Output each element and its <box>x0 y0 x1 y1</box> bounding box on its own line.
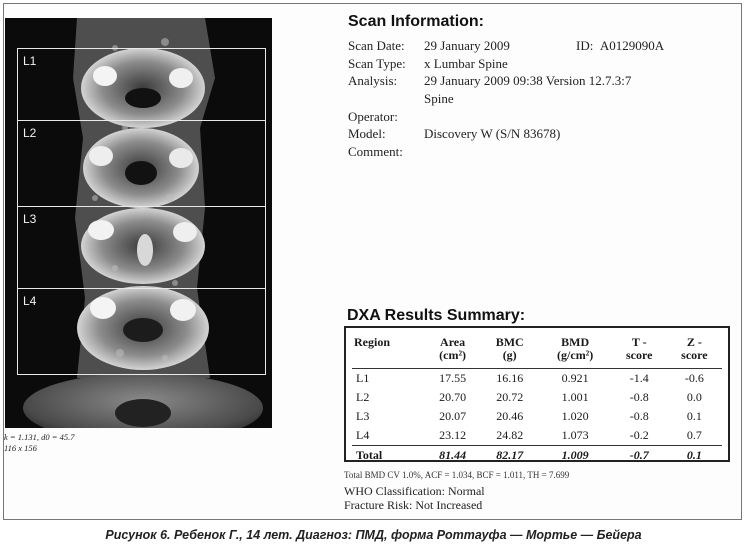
cell-area: 17.55 <box>439 371 467 385</box>
who-classification: WHO Classification: Normal <box>344 484 485 498</box>
cell-bmc: 24.82 <box>496 428 524 442</box>
cell-z-score: 0.1 <box>686 409 702 423</box>
dxa-summary-title: DXA Results Summary: <box>347 307 526 324</box>
cell-z-score: 0.0 <box>686 390 702 404</box>
cell-bmd: 1.001 <box>561 390 589 404</box>
spine-scan-image <box>5 18 272 428</box>
model-value: Discovery W (S/N 83678) <box>424 126 561 141</box>
bmd-cv-line: Total BMD CV 1.0%, ACF = 1.034, BCF = 1.011, TH = 7.699 <box>344 470 570 480</box>
cell-area: 20.70 <box>439 390 467 404</box>
cell-z-score: -0.6 <box>684 371 704 385</box>
cell-z-score: 0.1 <box>667 446 722 466</box>
comment-row <box>348 144 424 160</box>
patient-id-value: A0129090A <box>599 38 665 53</box>
analysis-label: Analysis: <box>348 73 398 88</box>
roi-label-l2: L2 <box>23 126 37 140</box>
cell-region: L1 <box>356 371 370 385</box>
table-row <box>352 369 722 389</box>
cell-bmc: 20.46 <box>496 409 524 423</box>
comment-label: Comment: <box>348 144 403 159</box>
cell-area: 23.12 <box>439 428 467 442</box>
cell-region: L3 <box>356 409 370 423</box>
dxa-results-table <box>352 336 722 465</box>
cell-t-score: -0.2 <box>629 428 649 442</box>
cell-area: 20.07 <box>439 409 467 423</box>
scan-date-label: Scan Date: <box>348 38 405 53</box>
model-row <box>348 126 560 142</box>
analysis-value-line2: Spine <box>424 91 454 106</box>
table-row <box>352 407 722 426</box>
scan-calibration-text: k = 1.131, d0 = 45.7 <box>4 432 75 442</box>
col-t-score: T - score <box>612 336 667 369</box>
col-region: Region <box>352 336 425 369</box>
cell-t-score: -0.7 <box>612 446 667 466</box>
cell-area: 81.44 <box>425 446 481 466</box>
spine-scan-graphic <box>5 18 272 428</box>
figure-caption: Рисунок 6. Ребенок Г., 14 лет. Диагноз: ПМД, форма Роттауфа — Мортье — Бейера <box>105 528 642 542</box>
cell-bmd: 1.073 <box>561 428 589 442</box>
cell-region: Total <box>352 446 425 466</box>
col-bmd: BMD (g/cm²) <box>539 336 612 369</box>
cell-bmd: 0.921 <box>561 371 589 385</box>
operator-row <box>348 109 424 125</box>
patient-id-label: ID: <box>576 38 594 53</box>
scan-matrix-size: 116 x 156 <box>4 443 37 453</box>
cell-z-score: 0.7 <box>686 428 702 442</box>
model-label: Model: <box>348 126 386 141</box>
col-area: Area (cm²) <box>425 336 481 369</box>
cell-bmd: 1.009 <box>539 446 612 466</box>
table-row <box>352 388 722 407</box>
scan-type-row <box>348 56 508 72</box>
scan-info-title: Scan Information: <box>348 13 485 30</box>
cell-t-score: -1.4 <box>629 371 649 385</box>
cell-region: L2 <box>356 390 370 404</box>
patient-id <box>576 38 664 54</box>
cell-t-score: -0.8 <box>629 390 649 404</box>
scan-type-value: x Lumbar Spine <box>424 56 508 71</box>
scan-type-label: Scan Type: <box>348 56 406 71</box>
table-row <box>352 426 722 446</box>
cell-region: L4 <box>356 428 370 442</box>
table-header-row <box>352 336 722 369</box>
dxa-results-box <box>344 326 730 462</box>
analysis-row <box>348 73 631 89</box>
cell-bmc: 16.16 <box>496 371 524 385</box>
cell-bmc: 20.72 <box>496 390 524 404</box>
roi-label-l4: L4 <box>23 294 37 308</box>
cell-bmc: 82.17 <box>481 446 539 466</box>
scan-date-value: 29 January 2009 <box>424 38 510 53</box>
scan-date-row <box>348 38 510 54</box>
cell-t-score: -0.8 <box>629 409 649 423</box>
roi-label-l3: L3 <box>23 212 37 226</box>
col-bmc: BMC (g) <box>481 336 539 369</box>
cell-bmd: 1.020 <box>561 409 589 423</box>
operator-label: Operator: <box>348 109 398 124</box>
fracture-risk: Fracture Risk: Not Increased <box>344 498 483 512</box>
roi-label-l1: L1 <box>23 54 37 68</box>
analysis-value: 29 January 2009 09:38 Version 12.7.3:7 <box>424 73 632 88</box>
col-z-score: Z - score <box>667 336 722 369</box>
total-row <box>352 446 722 466</box>
